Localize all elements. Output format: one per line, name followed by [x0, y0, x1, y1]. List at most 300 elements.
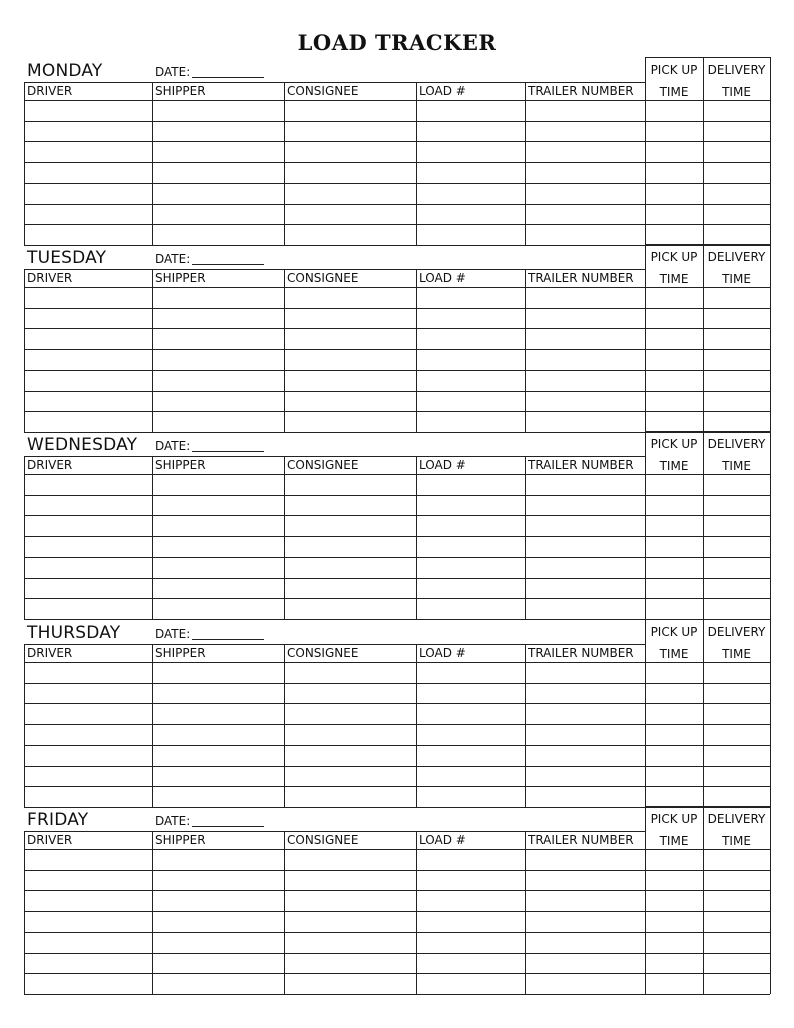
cell-pickup[interactable] — [646, 163, 703, 183]
right-border — [770, 806, 771, 994]
column-header-consignee: CONSIGNEE — [287, 646, 359, 660]
cell-consignee[interactable] — [285, 558, 416, 578]
cell-trailer[interactable] — [526, 787, 645, 807]
cell-load[interactable] — [417, 350, 525, 370]
cell-driver[interactable] — [25, 954, 152, 974]
cell-delivery[interactable] — [704, 974, 770, 994]
cell-driver[interactable] — [25, 516, 152, 536]
date-field[interactable] — [192, 77, 264, 78]
cell-delivery[interactable] — [704, 891, 770, 911]
column-header-pickup-line2: TIME — [659, 834, 689, 848]
cell-driver[interactable] — [25, 579, 152, 599]
cell-trailer[interactable] — [526, 725, 645, 745]
date-label: DATE: — [155, 65, 191, 79]
column-header-consignee: CONSIGNEE — [287, 458, 359, 472]
cell-consignee[interactable] — [285, 101, 416, 121]
cell-delivery[interactable] — [704, 225, 770, 245]
cell-consignee[interactable] — [285, 309, 416, 329]
cell-driver[interactable] — [25, 122, 152, 142]
cell-shipper[interactable] — [153, 912, 284, 932]
cell-consignee[interactable] — [285, 704, 416, 724]
cell-delivery[interactable] — [704, 850, 770, 870]
cell-trailer[interactable] — [526, 205, 645, 225]
cell-pickup[interactable] — [646, 288, 703, 308]
cell-shipper[interactable] — [153, 184, 284, 204]
cell-consignee[interactable] — [285, 205, 416, 225]
cell-shipper[interactable] — [153, 392, 284, 412]
column-header-trailer: TRAILER NUMBER — [528, 458, 634, 472]
cell-pickup[interactable] — [646, 974, 703, 994]
time-box-top-border — [645, 619, 770, 620]
column-header-driver: DRIVER — [27, 646, 73, 660]
cell-pickup[interactable] — [646, 350, 703, 370]
cell-load[interactable] — [417, 496, 525, 516]
cell-shipper[interactable] — [153, 954, 284, 974]
cell-delivery[interactable] — [704, 184, 770, 204]
cell-load[interactable] — [417, 537, 525, 557]
cell-consignee[interactable] — [285, 496, 416, 516]
cell-shipper[interactable] — [153, 974, 284, 994]
cell-driver[interactable] — [25, 871, 152, 891]
cell-shipper[interactable] — [153, 599, 284, 619]
cell-shipper[interactable] — [153, 704, 284, 724]
cell-shipper[interactable] — [153, 767, 284, 787]
column-header-load: LOAD # — [419, 84, 466, 98]
cell-load[interactable] — [417, 412, 525, 432]
cell-trailer[interactable] — [526, 537, 645, 557]
cell-pickup[interactable] — [646, 475, 703, 495]
cell-pickup[interactable] — [646, 787, 703, 807]
cell-shipper[interactable] — [153, 412, 284, 432]
cell-load[interactable] — [417, 599, 525, 619]
cell-trailer[interactable] — [526, 974, 645, 994]
cell-delivery[interactable] — [704, 288, 770, 308]
day-title: TUESDAY — [27, 248, 107, 268]
cell-trailer[interactable] — [526, 309, 645, 329]
cell-shipper[interactable] — [153, 329, 284, 349]
cell-driver[interactable] — [25, 767, 152, 787]
cell-trailer[interactable] — [526, 392, 645, 412]
time-box-top-border — [645, 806, 770, 807]
cell-driver[interactable] — [25, 684, 152, 704]
cell-pickup[interactable] — [646, 599, 703, 619]
cell-pickup[interactable] — [646, 537, 703, 557]
cell-driver[interactable] — [25, 704, 152, 724]
cell-trailer[interactable] — [526, 475, 645, 495]
cell-driver[interactable] — [25, 309, 152, 329]
cell-driver[interactable] — [25, 850, 152, 870]
cell-delivery[interactable] — [704, 142, 770, 162]
cell-consignee[interactable] — [285, 871, 416, 891]
cell-delivery[interactable] — [704, 954, 770, 974]
cell-load[interactable] — [417, 850, 525, 870]
column-header-consignee: CONSIGNEE — [287, 271, 359, 285]
cell-consignee[interactable] — [285, 163, 416, 183]
cell-delivery[interactable] — [704, 412, 770, 432]
header-row-top-border — [24, 831, 645, 832]
cell-driver[interactable] — [25, 142, 152, 162]
cell-delivery[interactable] — [704, 579, 770, 599]
cell-delivery[interactable] — [704, 663, 770, 683]
cell-shipper[interactable] — [153, 871, 284, 891]
cell-delivery[interactable] — [704, 704, 770, 724]
cell-trailer[interactable] — [526, 412, 645, 432]
cell-load[interactable] — [417, 122, 525, 142]
column-header-pickup-line2: TIME — [659, 272, 689, 286]
cell-driver[interactable] — [25, 184, 152, 204]
cell-consignee[interactable] — [285, 850, 416, 870]
cell-shipper[interactable] — [153, 288, 284, 308]
day-section-wednesday — [24, 431, 770, 618]
cell-shipper[interactable] — [153, 350, 284, 370]
cell-load[interactable] — [417, 558, 525, 578]
cell-load[interactable] — [417, 163, 525, 183]
cell-pickup[interactable] — [646, 412, 703, 432]
cell-pickup[interactable] — [646, 933, 703, 953]
column-header-delivery-line2: TIME — [722, 85, 751, 99]
cell-pickup[interactable] — [646, 496, 703, 516]
cell-consignee[interactable] — [285, 954, 416, 974]
cell-trailer[interactable] — [526, 163, 645, 183]
cell-delivery[interactable] — [704, 163, 770, 183]
cell-consignee[interactable] — [285, 599, 416, 619]
cell-trailer[interactable] — [526, 122, 645, 142]
cell-trailer[interactable] — [526, 663, 645, 683]
cell-trailer[interactable] — [526, 288, 645, 308]
cell-delivery[interactable] — [704, 558, 770, 578]
cell-driver[interactable] — [25, 288, 152, 308]
column-header-pickup-line1: PICK UP — [650, 625, 698, 639]
cell-load[interactable] — [417, 891, 525, 911]
cell-shipper[interactable] — [153, 933, 284, 953]
column-header-trailer: TRAILER NUMBER — [528, 833, 634, 847]
cell-trailer[interactable] — [526, 350, 645, 370]
cell-trailer[interactable] — [526, 684, 645, 704]
cell-driver[interactable] — [25, 558, 152, 578]
cell-load[interactable] — [417, 288, 525, 308]
cell-pickup[interactable] — [646, 871, 703, 891]
day-title: THURSDAY — [27, 623, 121, 643]
cell-delivery[interactable] — [704, 746, 770, 766]
cell-driver[interactable] — [25, 392, 152, 412]
cell-driver[interactable] — [25, 912, 152, 932]
cell-shipper[interactable] — [153, 101, 284, 121]
cell-trailer[interactable] — [526, 101, 645, 121]
cell-pickup[interactable] — [646, 184, 703, 204]
cell-pickup[interactable] — [646, 225, 703, 245]
cell-load[interactable] — [417, 974, 525, 994]
cell-driver[interactable] — [25, 933, 152, 953]
date-field[interactable] — [192, 639, 264, 640]
date-label: DATE: — [155, 439, 191, 453]
cell-load[interactable] — [417, 933, 525, 953]
cell-trailer[interactable] — [526, 933, 645, 953]
column-header-delivery-line1: DELIVERY — [707, 63, 766, 77]
cell-consignee[interactable] — [285, 767, 416, 787]
cell-shipper[interactable] — [153, 537, 284, 557]
cell-delivery[interactable] — [704, 516, 770, 536]
cell-pickup[interactable] — [646, 101, 703, 121]
cell-trailer[interactable] — [526, 142, 645, 162]
column-header-driver: DRIVER — [27, 458, 73, 472]
cell-driver[interactable] — [25, 663, 152, 683]
date-field[interactable] — [192, 451, 264, 452]
cell-load[interactable] — [417, 767, 525, 787]
cell-shipper[interactable] — [153, 850, 284, 870]
cell-shipper[interactable] — [153, 579, 284, 599]
header-row-top-border — [24, 269, 645, 270]
cell-shipper[interactable] — [153, 516, 284, 536]
cell-load[interactable] — [417, 912, 525, 932]
cell-pickup[interactable] — [646, 663, 703, 683]
cell-load[interactable] — [417, 371, 525, 391]
cell-trailer[interactable] — [526, 329, 645, 349]
cell-driver[interactable] — [25, 475, 152, 495]
cell-load[interactable] — [417, 225, 525, 245]
cell-driver[interactable] — [25, 350, 152, 370]
cell-pickup[interactable] — [646, 746, 703, 766]
time-box-top-border — [645, 431, 770, 432]
cell-trailer[interactable] — [526, 871, 645, 891]
cell-load[interactable] — [417, 725, 525, 745]
cell-delivery[interactable] — [704, 475, 770, 495]
cell-consignee[interactable] — [285, 579, 416, 599]
cell-pickup[interactable] — [646, 767, 703, 787]
column-header-shipper: SHIPPER — [155, 833, 206, 847]
header-row-top-border — [24, 82, 645, 83]
cell-trailer[interactable] — [526, 912, 645, 932]
cell-delivery[interactable] — [704, 912, 770, 932]
column-header-pickup-line1: PICK UP — [650, 437, 698, 451]
column-header-load: LOAD # — [419, 646, 466, 660]
column-header-pickup-line2: TIME — [659, 85, 689, 99]
cell-shipper[interactable] — [153, 746, 284, 766]
cell-driver[interactable] — [25, 412, 152, 432]
cell-driver[interactable] — [25, 599, 152, 619]
cell-consignee[interactable] — [285, 787, 416, 807]
cell-load[interactable] — [417, 516, 525, 536]
cell-shipper[interactable] — [153, 371, 284, 391]
cell-load[interactable] — [417, 101, 525, 121]
right-border — [770, 244, 771, 432]
cell-pickup[interactable] — [646, 392, 703, 412]
cell-consignee[interactable] — [285, 392, 416, 412]
cell-consignee[interactable] — [285, 725, 416, 745]
column-header-driver: DRIVER — [27, 271, 73, 285]
cell-trailer[interactable] — [526, 599, 645, 619]
cell-load[interactable] — [417, 329, 525, 349]
cell-pickup[interactable] — [646, 329, 703, 349]
cell-consignee[interactable] — [285, 663, 416, 683]
cell-delivery[interactable] — [704, 101, 770, 121]
cell-driver[interactable] — [25, 329, 152, 349]
cell-shipper[interactable] — [153, 684, 284, 704]
cell-consignee[interactable] — [285, 225, 416, 245]
cell-load[interactable] — [417, 663, 525, 683]
column-header-shipper: SHIPPER — [155, 458, 206, 472]
column-header-trailer: TRAILER NUMBER — [528, 646, 634, 660]
cell-consignee[interactable] — [285, 329, 416, 349]
cell-delivery[interactable] — [704, 309, 770, 329]
cell-load[interactable] — [417, 309, 525, 329]
cell-driver[interactable] — [25, 974, 152, 994]
cell-delivery[interactable] — [704, 933, 770, 953]
cell-consignee[interactable] — [285, 371, 416, 391]
cell-consignee[interactable] — [285, 122, 416, 142]
cell-delivery[interactable] — [704, 371, 770, 391]
cell-driver[interactable] — [25, 787, 152, 807]
cell-trailer[interactable] — [526, 184, 645, 204]
cell-shipper[interactable] — [153, 205, 284, 225]
cell-trailer[interactable] — [526, 496, 645, 516]
cell-driver[interactable] — [25, 225, 152, 245]
cell-trailer[interactable] — [526, 746, 645, 766]
cell-delivery[interactable] — [704, 871, 770, 891]
cell-load[interactable] — [417, 704, 525, 724]
cell-driver[interactable] — [25, 101, 152, 121]
cell-consignee[interactable] — [285, 184, 416, 204]
cell-pickup[interactable] — [646, 122, 703, 142]
cell-load[interactable] — [417, 579, 525, 599]
cell-delivery[interactable] — [704, 122, 770, 142]
cell-shipper[interactable] — [153, 163, 284, 183]
cell-consignee[interactable] — [285, 412, 416, 432]
column-header-pickup-line1: PICK UP — [650, 812, 698, 826]
cell-trailer[interactable] — [526, 954, 645, 974]
date-field[interactable] — [192, 264, 264, 265]
cell-shipper[interactable] — [153, 122, 284, 142]
day-title: MONDAY — [27, 61, 103, 81]
cell-load[interactable] — [417, 205, 525, 225]
cell-driver[interactable] — [25, 537, 152, 557]
cell-shipper[interactable] — [153, 475, 284, 495]
cell-consignee[interactable] — [285, 537, 416, 557]
column-header-shipper: SHIPPER — [155, 646, 206, 660]
cell-shipper[interactable] — [153, 891, 284, 911]
date-label: DATE: — [155, 252, 191, 266]
cell-consignee[interactable] — [285, 475, 416, 495]
cell-consignee[interactable] — [285, 746, 416, 766]
cell-load[interactable] — [417, 871, 525, 891]
cell-pickup[interactable] — [646, 725, 703, 745]
cell-pickup[interactable] — [646, 142, 703, 162]
cell-pickup[interactable] — [646, 516, 703, 536]
right-border — [770, 619, 771, 807]
cell-pickup[interactable] — [646, 684, 703, 704]
column-header-pickup-line1: PICK UP — [650, 250, 698, 264]
column-header-pickup-line1: PICK UP — [650, 63, 698, 77]
cell-consignee[interactable] — [285, 933, 416, 953]
cell-shipper[interactable] — [153, 225, 284, 245]
cell-load[interactable] — [417, 475, 525, 495]
cell-delivery[interactable] — [704, 684, 770, 704]
cell-shipper[interactable] — [153, 787, 284, 807]
cell-driver[interactable] — [25, 725, 152, 745]
cell-shipper[interactable] — [153, 496, 284, 516]
cell-trailer[interactable] — [526, 767, 645, 787]
cell-consignee[interactable] — [285, 891, 416, 911]
cell-trailer[interactable] — [526, 579, 645, 599]
cell-delivery[interactable] — [704, 767, 770, 787]
cell-delivery[interactable] — [704, 496, 770, 516]
cell-load[interactable] — [417, 787, 525, 807]
cell-pickup[interactable] — [646, 371, 703, 391]
cell-trailer[interactable] — [526, 891, 645, 911]
cell-delivery[interactable] — [704, 350, 770, 370]
cell-pickup[interactable] — [646, 558, 703, 578]
cell-pickup[interactable] — [646, 891, 703, 911]
cell-driver[interactable] — [25, 371, 152, 391]
cell-trailer[interactable] — [526, 850, 645, 870]
cell-trailer[interactable] — [526, 371, 645, 391]
cell-load[interactable] — [417, 684, 525, 704]
date-label: DATE: — [155, 627, 191, 641]
cell-delivery[interactable] — [704, 537, 770, 557]
cell-shipper[interactable] — [153, 663, 284, 683]
cell-delivery[interactable] — [704, 205, 770, 225]
cell-shipper[interactable] — [153, 558, 284, 578]
header-row-top-border — [24, 644, 645, 645]
cell-delivery[interactable] — [704, 392, 770, 412]
cell-driver[interactable] — [25, 746, 152, 766]
cell-delivery[interactable] — [704, 329, 770, 349]
column-header-driver: DRIVER — [27, 84, 73, 98]
cell-load[interactable] — [417, 184, 525, 204]
column-header-delivery-line2: TIME — [722, 834, 751, 848]
cell-driver[interactable] — [25, 891, 152, 911]
cell-driver[interactable] — [25, 163, 152, 183]
cell-consignee[interactable] — [285, 974, 416, 994]
date-field[interactable] — [192, 826, 264, 827]
cell-pickup[interactable] — [646, 704, 703, 724]
cell-consignee[interactable] — [285, 912, 416, 932]
day-section-monday — [24, 57, 770, 244]
cell-consignee[interactable] — [285, 288, 416, 308]
cell-pickup[interactable] — [646, 912, 703, 932]
cell-delivery[interactable] — [704, 599, 770, 619]
cell-pickup[interactable] — [646, 205, 703, 225]
cell-trailer[interactable] — [526, 516, 645, 536]
cell-consignee[interactable] — [285, 684, 416, 704]
cell-pickup[interactable] — [646, 954, 703, 974]
cell-load[interactable] — [417, 954, 525, 974]
cell-driver[interactable] — [25, 496, 152, 516]
column-header-load: LOAD # — [419, 458, 466, 472]
column-header-load: LOAD # — [419, 271, 466, 285]
cell-delivery[interactable] — [704, 787, 770, 807]
cell-load[interactable] — [417, 746, 525, 766]
cell-consignee[interactable] — [285, 350, 416, 370]
cell-shipper[interactable] — [153, 725, 284, 745]
cell-consignee[interactable] — [285, 516, 416, 536]
cell-trailer[interactable] — [526, 225, 645, 245]
cell-shipper[interactable] — [153, 142, 284, 162]
cell-shipper[interactable] — [153, 309, 284, 329]
cell-driver[interactable] — [25, 205, 152, 225]
cell-trailer[interactable] — [526, 704, 645, 724]
cell-load[interactable] — [417, 142, 525, 162]
time-box-top-border — [645, 57, 770, 58]
cell-delivery[interactable] — [704, 725, 770, 745]
day-title: WEDNESDAY — [27, 435, 138, 455]
cell-pickup[interactable] — [646, 850, 703, 870]
cell-consignee[interactable] — [285, 142, 416, 162]
cell-load[interactable] — [417, 392, 525, 412]
cell-trailer[interactable] — [526, 558, 645, 578]
cell-pickup[interactable] — [646, 579, 703, 599]
cell-pickup[interactable] — [646, 309, 703, 329]
column-header-driver: DRIVER — [27, 833, 73, 847]
